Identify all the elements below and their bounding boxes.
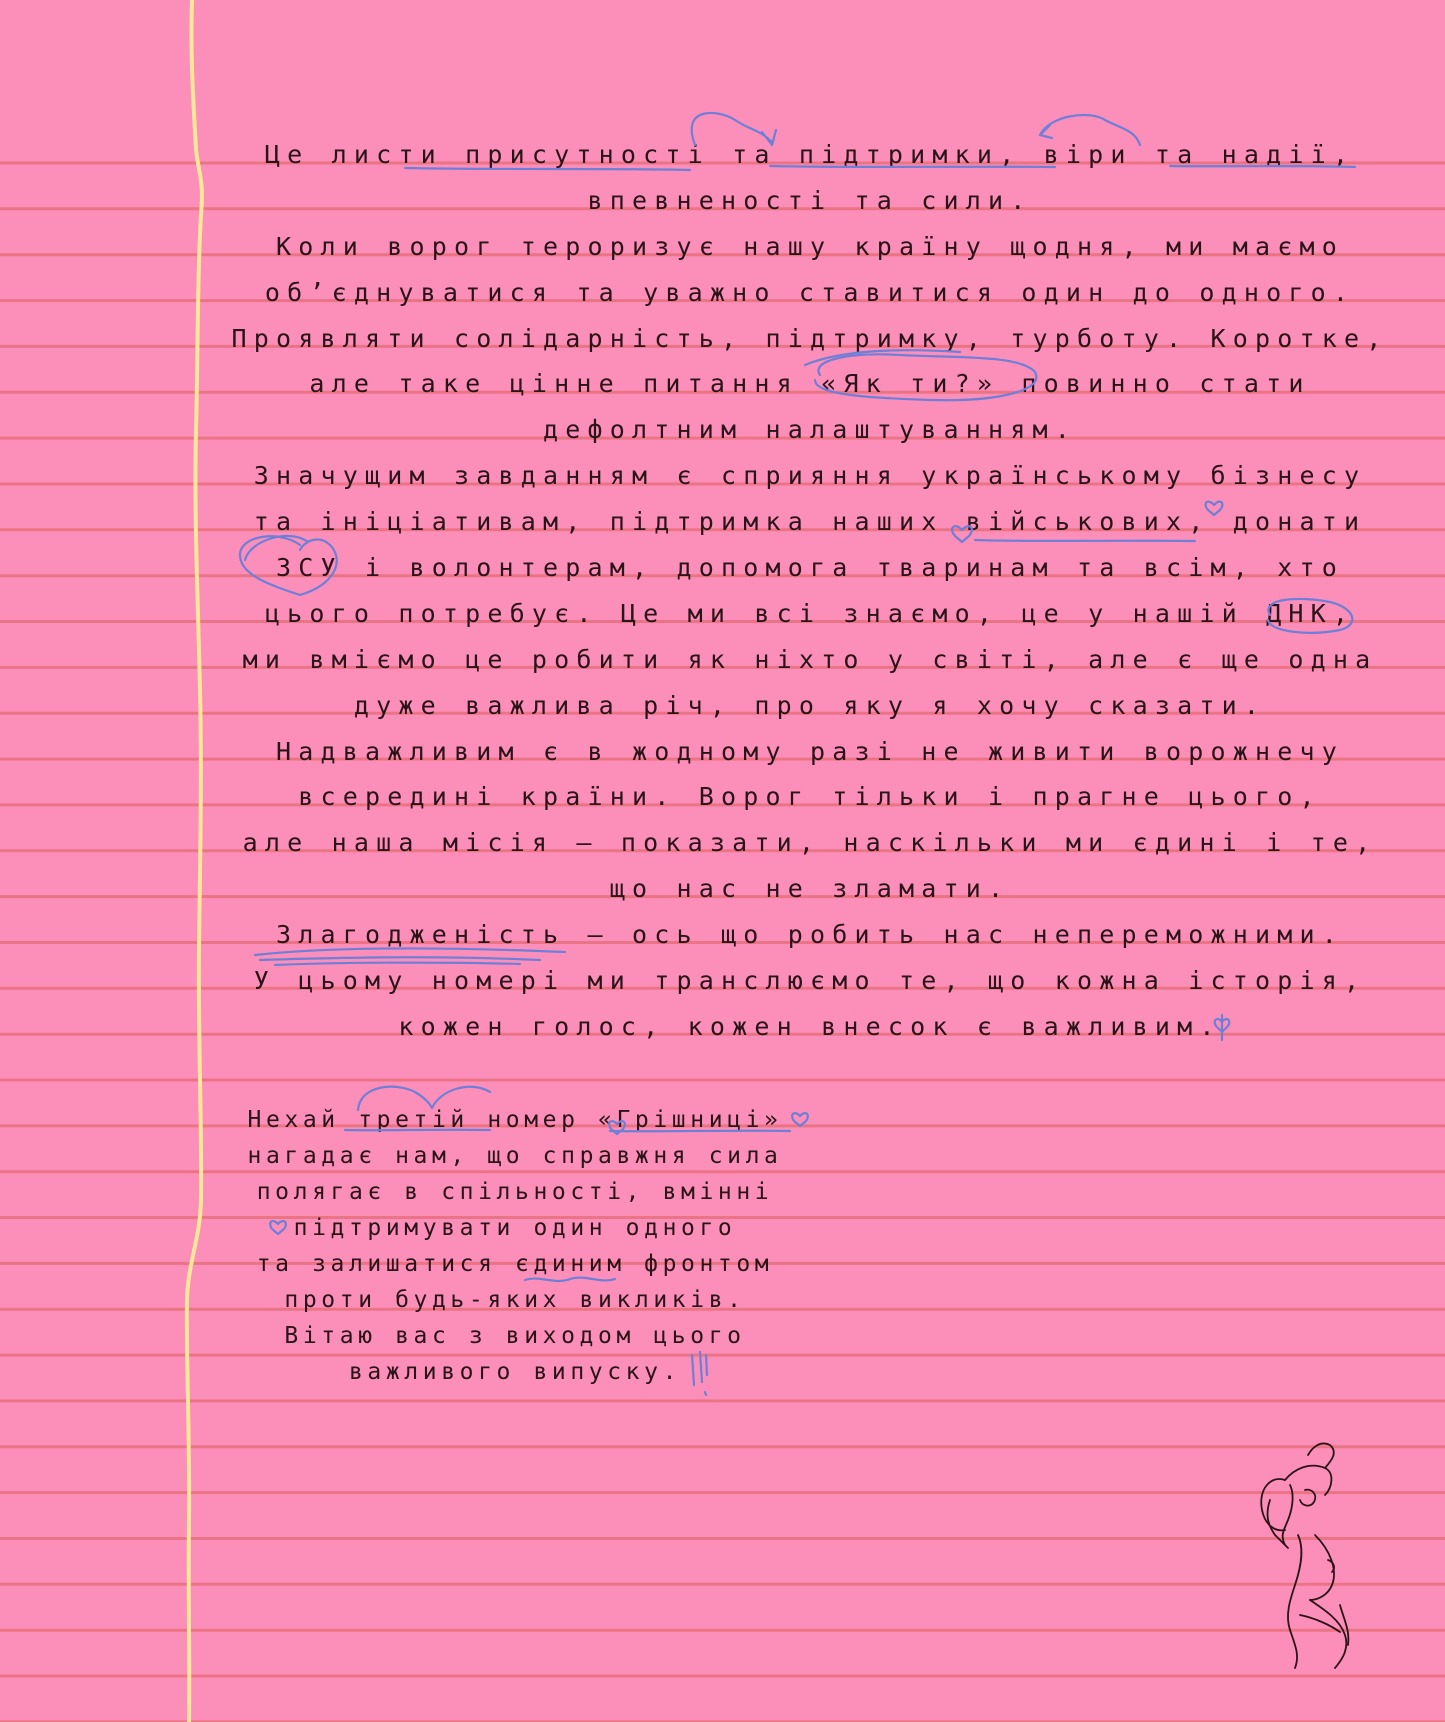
letter-line: ЗСУ і волонтерам, допомога тваринам та всім, хто: [275, 553, 1345, 583]
letter-line: але наша місія — показати, наскільки ми єдині і те,: [242, 828, 1378, 858]
closing-line: підтримувати один одного: [293, 1215, 737, 1241]
closing-line: та залишатися єдиним фронтом: [256, 1251, 774, 1277]
letter-line: Надважливим є в жодному разі не живити ворожнечу: [275, 736, 1345, 766]
letter-line: об’єднуватися та уважно ставитися один до одного.: [264, 277, 1356, 307]
letter-closing: [230, 1102, 800, 1390]
letter-line: цього потребує. Це ми всі знаємо, це у нашій ДНК,: [264, 598, 1356, 628]
letter-line: але таке цінне питання «Як ти?» повинно стати: [309, 369, 1311, 399]
closing-line: важливого випуску.: [348, 1359, 682, 1385]
letter-line: дуже важлива річ, про яку я хочу сказати.: [353, 690, 1267, 720]
letter-line: ми вміємо це робити як ніхто у світі, але є ще одна: [242, 644, 1378, 674]
closing-line: полягає в спільності, вмінні: [256, 1179, 774, 1205]
exclamation-doodle: [705, 1392, 706, 1395]
letter-line: дефолтним налаштуванням.: [542, 415, 1078, 445]
woman-figure-icon: [1240, 1440, 1360, 1670]
closing-line: Нехай третій номер «Грішниці»: [247, 1107, 783, 1133]
letter-line: Значущим завданням є сприяння українському бізнесу: [253, 461, 1367, 491]
letter-line: Проявляти солідарність, підтримку, турботу. Коротке,: [231, 323, 1389, 353]
closing-line: Вітаю вас з виходом цього: [284, 1323, 746, 1349]
letter-line: всередині країни. Ворог тільки і прагне цього,: [298, 782, 1322, 812]
letter-line: Це листи присутності та підтримки, віри та надії,: [264, 140, 1356, 169]
letter-line: впевненості та сили.: [587, 185, 1033, 215]
letter-line: Коли ворог тероризує нашу країну щодня, ми маємо: [275, 231, 1345, 261]
letter-line: та ініціативам, підтримка наших військових, донати: [253, 507, 1367, 537]
letter-line: що нас не зламати.: [609, 874, 1011, 904]
closing-line: проти будь-яких викликів.: [284, 1287, 746, 1313]
closing-line: нагадає нам, що справжня сила: [247, 1143, 783, 1169]
letter-line: Злагодженість — ось що робить нас непереможними.: [275, 920, 1345, 950]
letter-line: кожен голос, кожен внесок є важливим.: [398, 1011, 1222, 1041]
letter-body: [215, 132, 1405, 1050]
letter-line: У цьому номері ми транслюємо те, що кожна історія,: [253, 966, 1367, 996]
